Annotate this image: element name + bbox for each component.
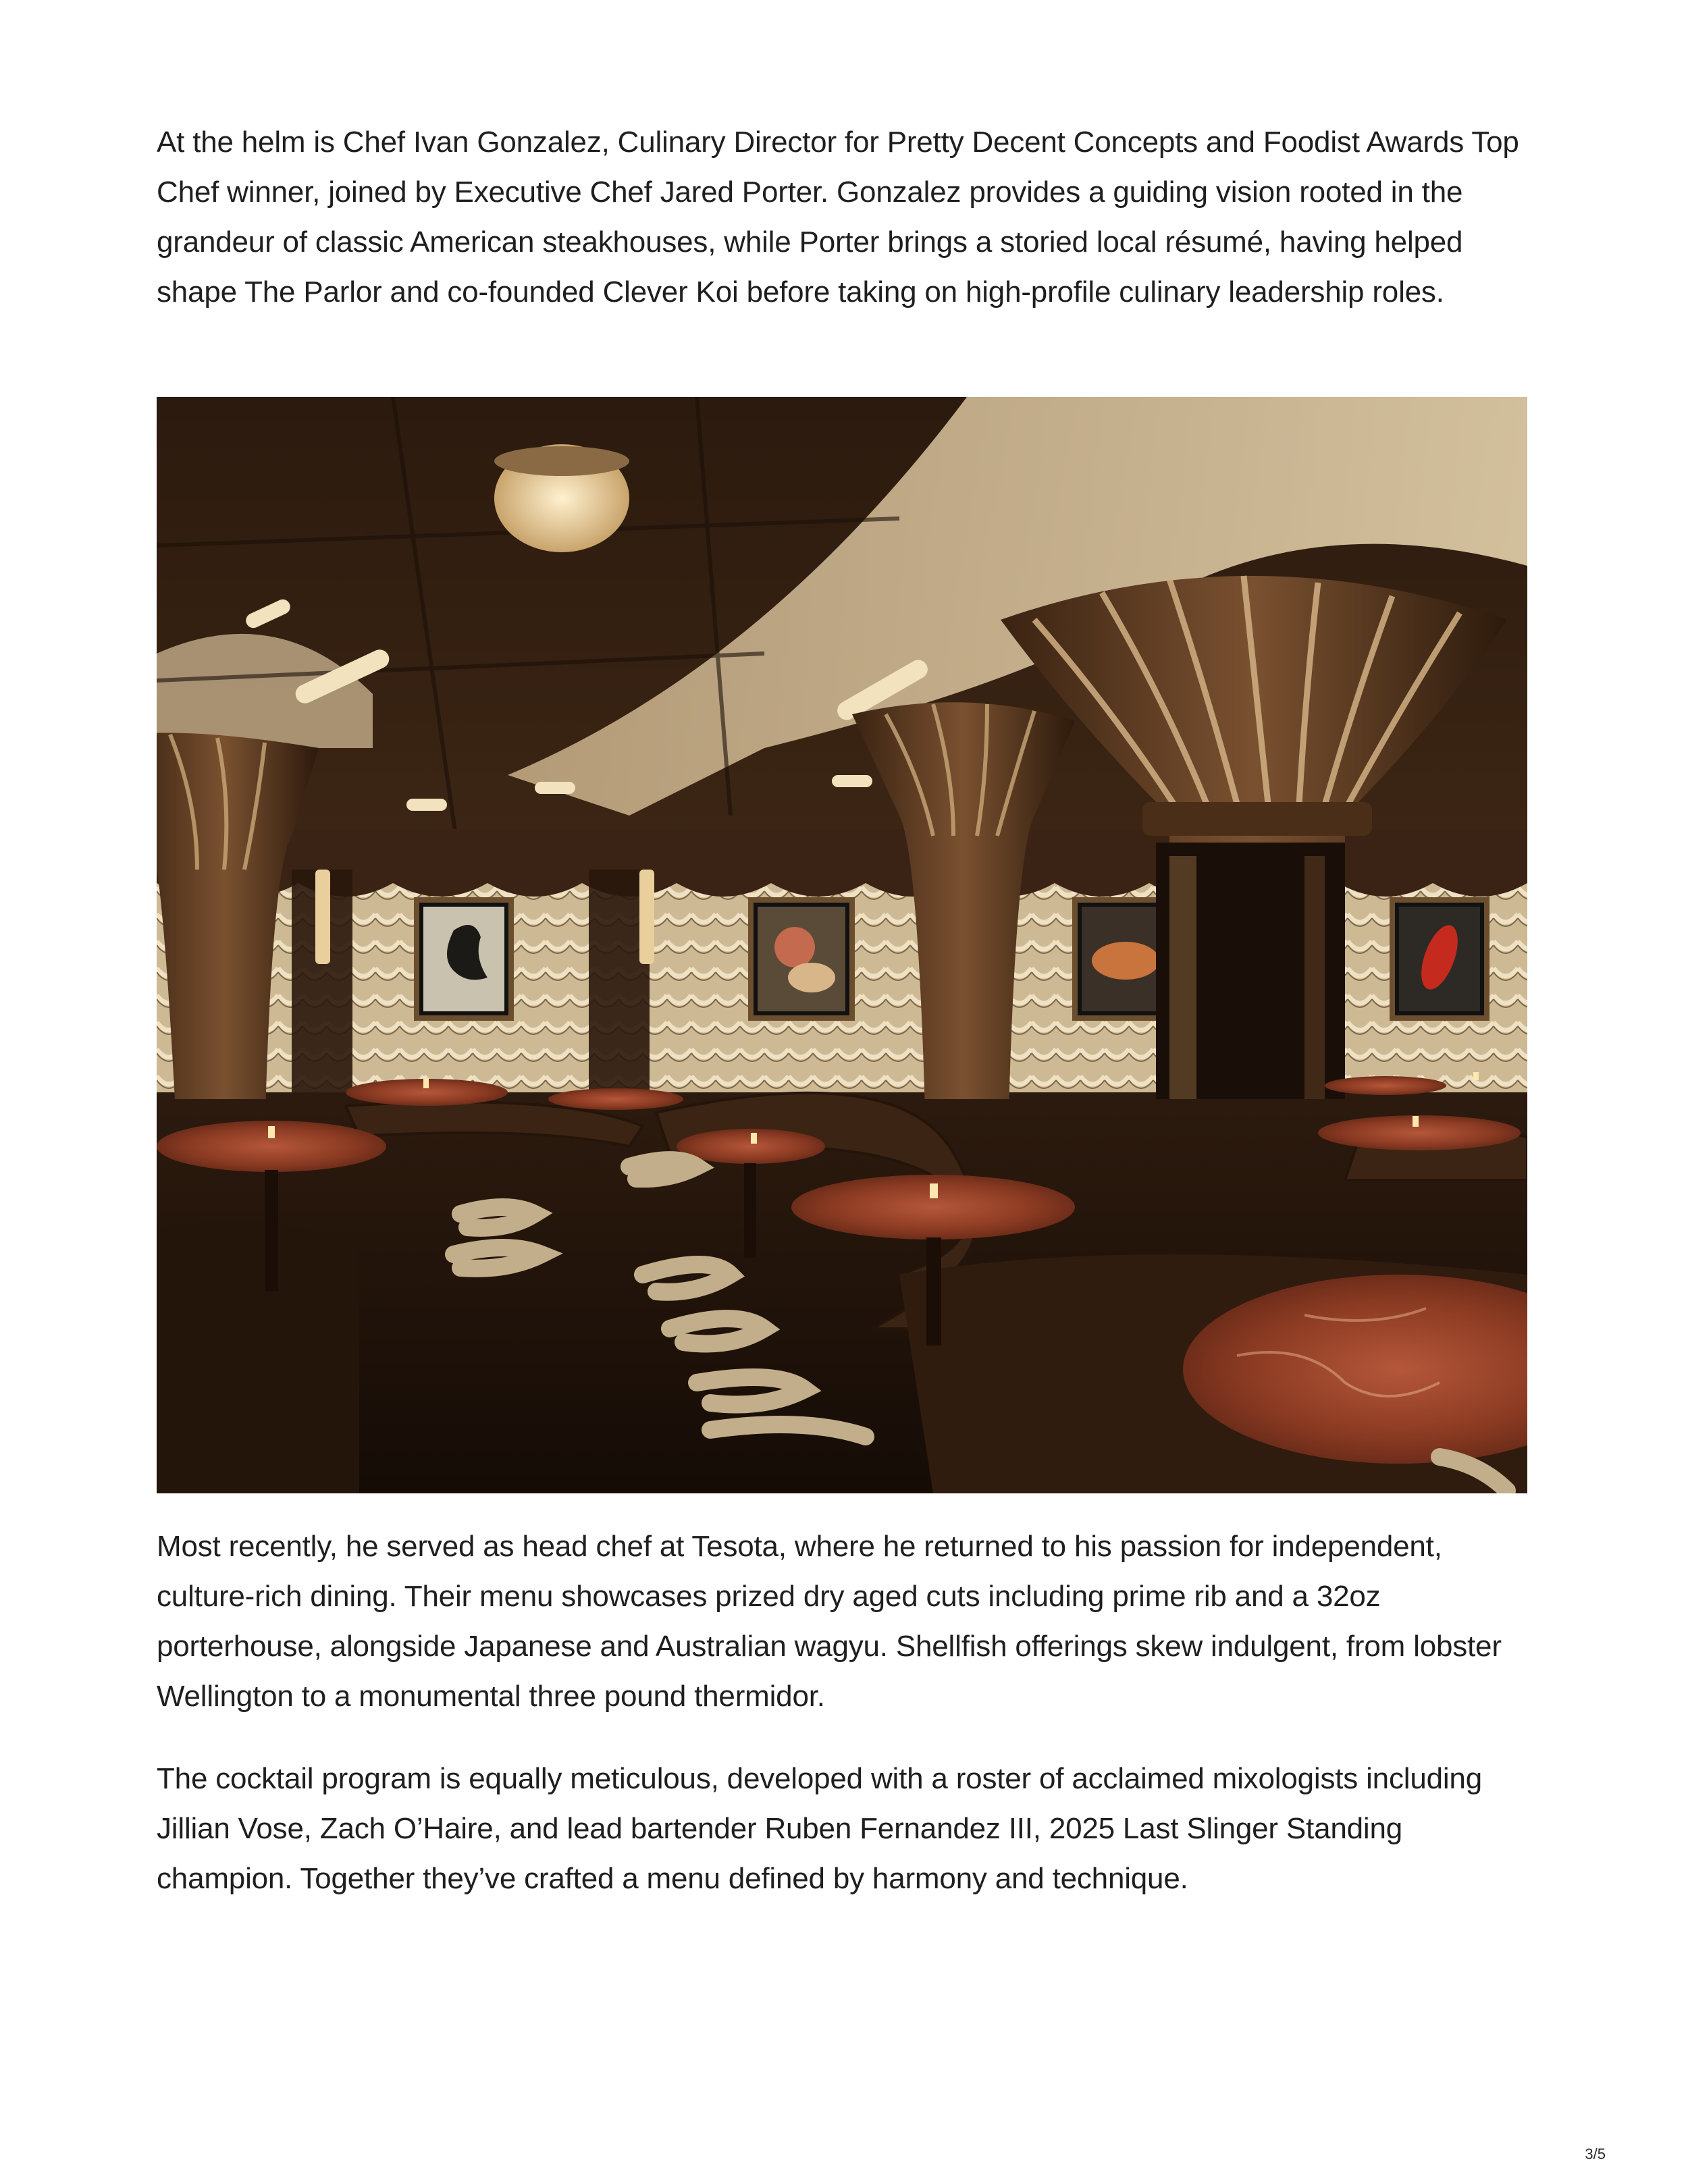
article-paragraph-3: The cocktail program is equally meticulous, developed with a roster of acclaimed mixologists including Jillian Vose, Zach O’Haire, and lead bartender Ruben Fernandez III, 2025 Last Slinger Standing champion. Together they’ve crafted a menu defined by harmony and technique. <box>157 1762 1482 1895</box>
page-number: 3/5 <box>1585 2146 1606 2162</box>
article-paragraph-2: Most recently, he served as head chef at Tesota, where he returned to his passion for independent, culture-rich dining. Their menu showcases prized dry aged cuts including prime rib and a 32oz porterhouse, alongside Japanese and Australian wagyu. Shellfish offerings skew indulgent, from lobster Wellington to a monumental three pound thermidor. <box>157 1530 1502 1713</box>
restaurant-interior-illustration <box>157 397 1527 1493</box>
article-paragraph-1: At the helm is Chef Ivan Gonzalez, Culinary Director for Pretty Decent Concepts and Foodist Awards Top Chef winner, joined by Executive Chef Jared Porter. Gonzalez provides a guiding vision rooted in the grandeur of classic American steakhouses, while Porter brings a storied local résumé, having helped shape The Parlor and co-founded Clever Koi before taking on high-profile culinary leadership roles. <box>157 126 1519 309</box>
restaurant-interior-photo <box>157 397 1527 1493</box>
